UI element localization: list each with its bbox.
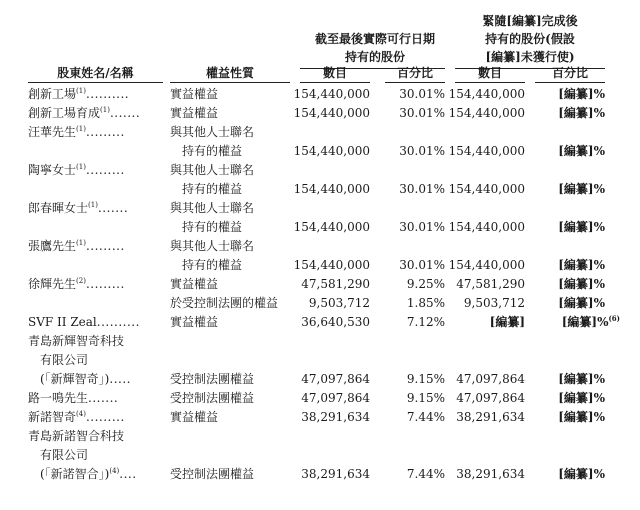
table-row-percentage-after: [編纂]% [558, 258, 605, 272]
table-row-number-after: 154,440,000 [448, 258, 525, 272]
table-row-number-after: 38,291,634 [456, 410, 525, 424]
table-row-nature-cont: 持有的權益 [182, 258, 243, 272]
table-row-name: 新諾智奇$^{(4)}$......... [28, 410, 125, 424]
table-row-name: 汪華先生$^{(1)}$......... [28, 125, 125, 139]
col-rule-percentage-after [535, 82, 605, 83]
col-rule-nature [170, 82, 290, 83]
col-rule-percentage [385, 82, 445, 83]
table-row-nature-cont: 持有的權益 [182, 144, 243, 158]
table-row-name-cont: 有限公司 [40, 448, 89, 462]
table-row-nature: 實益權益 [170, 277, 219, 291]
header-after-line-1: 緊隨[編纂]完成後 [482, 14, 578, 28]
table-row-nature: 實益權益 [170, 106, 219, 120]
table-row-percentage-after: [編纂]% [558, 220, 605, 234]
table-row-percentage: 9.15% [406, 372, 445, 386]
table-row-number-after: 47,097,864 [456, 372, 525, 386]
table-row-percentage: 1.85% [406, 296, 445, 310]
col-rule-name [28, 82, 163, 83]
table-row-name: 張鷹先生$^{(1)}$......... [28, 239, 125, 253]
table-row-name: 路一鳴先生....... [28, 391, 119, 405]
table-row-name-cont: (「新輝智奇」)..... [40, 372, 131, 386]
table-row-number: 154,440,000 [293, 182, 370, 196]
table-row-number-after: 154,440,000 [448, 106, 525, 120]
col-header-number: 數目 [322, 66, 347, 80]
header-latest-group [300, 30, 450, 66]
table-row-number: 154,440,000 [293, 258, 370, 272]
table-row-name: 青島新諾智合科技 [28, 429, 125, 443]
table-row-name: 青島新輝智奇科技 [28, 334, 125, 348]
table-row-nature: 於受控制法團的權益 [170, 296, 279, 310]
table-row-number-after: 154,440,000 [448, 182, 525, 196]
table-row-number: 47,097,864 [301, 391, 370, 405]
table-row-number-after: 47,097,864 [456, 391, 525, 405]
header-latest-line-1: 截至最後實際可行日期 [314, 32, 435, 46]
table-row-name: 郎春暉女士$^{(1)}$....... [28, 201, 129, 215]
table-row-percentage: 7.44% [406, 410, 445, 424]
header-after-group [455, 12, 605, 66]
table-row-percentage-after: [編纂]% [558, 106, 605, 120]
table-row-nature: 實益權益 [170, 315, 219, 329]
col-rule-number-after [455, 82, 525, 83]
table-row-percentage: 30.01% [399, 144, 445, 158]
table-row-number-after: 47,581,290 [456, 277, 525, 291]
table-row-nature: 受控制法團權益 [170, 391, 255, 405]
table-row-percentage: 9.15% [406, 391, 445, 405]
table-row-nature: 與其他人士聯名 [170, 201, 255, 215]
table-row-nature: 與其他人士聯名 [170, 163, 255, 177]
table-row-number: 47,581,290 [301, 277, 370, 291]
table-row-number: 9,503,712 [308, 296, 370, 310]
header-after-line-3: [編纂]未獲行使) [485, 50, 575, 64]
table-row-percentage: 7.12% [406, 315, 445, 329]
table-row-percentage: 30.01% [399, 87, 445, 101]
table-row-percentage-after: [編纂]% [558, 391, 605, 405]
col-header-percentage: 百分比 [396, 66, 433, 80]
table-row-number: 38,291,634 [301, 410, 370, 424]
table-row-number: 154,440,000 [293, 106, 370, 120]
table-row-percentage-after: [編纂]% [558, 87, 605, 101]
table-row-percentage: 9.25% [406, 277, 445, 291]
col-header-name: 股東姓名/名稱 [57, 66, 134, 80]
table-row-number: 36,640,530 [301, 315, 370, 329]
col-header-number-after: 數目 [477, 66, 502, 80]
table-row-percentage: 30.01% [399, 258, 445, 272]
table-row-name: 創新工場$^{(1)}$.......... [28, 87, 130, 101]
header-after-line-2: 持有的股份(假設 [485, 32, 575, 46]
table-row-percentage: 30.01% [399, 106, 445, 120]
table-row-number-after: [編纂] [489, 315, 525, 329]
table-row-percentage-after: [編纂]% [558, 372, 605, 386]
table-row-nature: 實益權益 [170, 410, 219, 424]
table-row-nature: 實益權益 [170, 87, 219, 101]
table-row-name: SVF II Zeal.......... [28, 315, 140, 329]
table-row-number-after: 154,440,000 [448, 144, 525, 158]
table-row-number: 47,097,864 [301, 372, 370, 386]
table-row-nature: 與其他人士聯名 [170, 239, 255, 253]
table-row-number: 154,440,000 [293, 87, 370, 101]
col-header-percentage-after: 百分比 [551, 66, 588, 80]
col-header-nature: 權益性質 [205, 66, 254, 80]
table-row-number-after: 154,440,000 [448, 220, 525, 234]
header-latest-line-2: 持有的股份 [344, 50, 405, 64]
table-row-number-after: 38,291,634 [456, 467, 525, 481]
table-row-number: 154,440,000 [293, 220, 370, 234]
table-row-percentage-after: [編纂]% [558, 144, 605, 158]
table-row-percentage-after: [編纂]% [558, 467, 605, 481]
table-row-nature: 受控制法團權益 [170, 372, 255, 386]
table-row-percentage-after: [編纂]% [558, 410, 605, 424]
table-row-percentage: 7.44% [406, 467, 445, 481]
table-row-nature: 與其他人士聯名 [170, 125, 255, 139]
table-row-percentage-after: [編纂]% [558, 182, 605, 196]
table-row-nature-cont: 持有的權益 [182, 182, 243, 196]
table-row-percentage: 30.01% [399, 182, 445, 196]
col-rule-number [300, 82, 370, 83]
table-row-name: 徐輝先生$^{(2)}$......... [28, 277, 125, 291]
table-row-nature-cont: 持有的權益 [182, 220, 243, 234]
table-row-name-cont: 有限公司 [40, 353, 89, 367]
table-row-name: 創新工場育成$^{(1)}$....... [28, 106, 141, 120]
table-row-name: 陶寧女士$^{(1)}$......... [28, 163, 125, 177]
table-row-number-after: 154,440,000 [448, 87, 525, 101]
table-row-percentage-after: [編纂]% [558, 296, 605, 310]
table-row-number: 154,440,000 [293, 144, 370, 158]
table-row-name-cont: (「新諾智合」)$^{(4)}$.... [40, 467, 137, 481]
table-row-number-after: 9,503,712 [463, 296, 525, 310]
table-row-percentage-after: [編纂]%$^{(6)}$ [561, 314, 620, 329]
table-row-percentage-after: [編纂]% [558, 277, 605, 291]
table-row-percentage: 30.01% [399, 220, 445, 234]
table-row-nature: 受控制法團權益 [170, 467, 255, 481]
table-row-number: 38,291,634 [301, 467, 370, 481]
